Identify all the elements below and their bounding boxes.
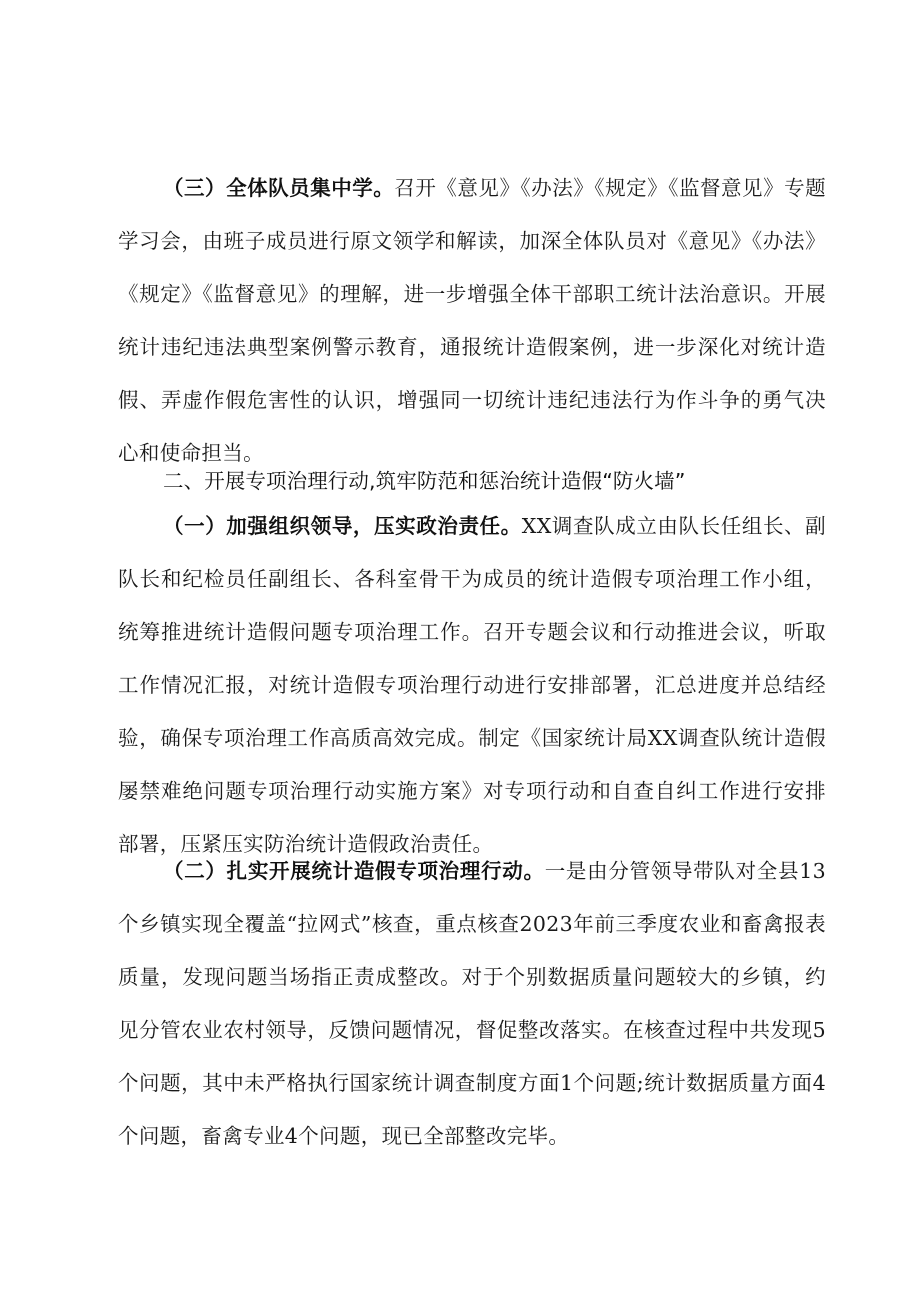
paragraph-lead-heading: （三）全体队员集中学。 bbox=[163, 176, 395, 200]
paragraph-body: XX调查队成立由队长任组长、副队长和纪检员任副组长、各科室骨干为成员的统计造假专项治理工作小组，统筹推进统计造假问题专项治理工作。召开专题会议和行动推进会议，听取工作情况汇报，对统计造假专项治理行动进行安排部署，汇总进度并总结经验，确保专项治理工作高质高效完成。制定《国家统计局XX调查队统计造假屡禁难绝问题专项治理行动实施方案》对专项行动和自查自纠工作进行安排部署，压紧压实防治统计造假政治责任。 bbox=[118, 514, 826, 856]
paragraph-lead-heading: （一）加强组织领导，压实政治责任。 bbox=[163, 514, 522, 538]
paragraph-lead-heading: （二）扎实开展统计造假专项治理行动。 bbox=[163, 859, 545, 883]
paragraph-subsection-1 bbox=[118, 500, 826, 871]
paragraph-subsection-2 bbox=[118, 845, 826, 1163]
section-heading: 二、开展专项治理行动,筑牢防范和惩治统计造假“防火墙” bbox=[163, 469, 686, 493]
paragraph-body: 召开《意见》《办法》《规定》《监督意见》专题学习会，由班子成员进行原文领学和解读，加深全体队员对《意见》《办法》《规定》《监督意见》的理解，进一步增强全体干部职工统计法治意识。开展统计违纪违法典型案例警示教育，通报统计造假案例，进一步深化对统计造假、弄虚作假危害性的认识，增强同一切统计违纪违法行为作斗争的勇气决心和使命担当。 bbox=[118, 176, 826, 465]
paragraph-section-3 bbox=[118, 162, 826, 480]
paragraph-body: 一是由分管领导带队对全县13个乡镇实现全覆盖“拉网式”核查，重点核查2023年前三季度农业和畜禽报表质量，发现问题当场指正责成整改。对于个别数据质量问题较大的乡镇，约见分管农业农村领导，反馈问题情况，督促整改落实。在核查过程中共发现5个问题，其中未严格执行国家统计调查制度方面1个问题;统计数据质量方面4个问题，畜禽专业4个问题，现已全部整改完毕。 bbox=[118, 859, 826, 1148]
